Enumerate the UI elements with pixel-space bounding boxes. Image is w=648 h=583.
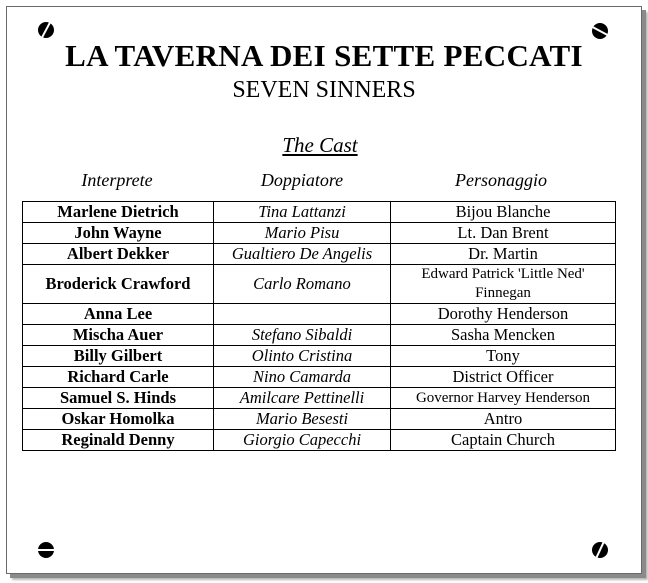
screw-icon xyxy=(38,542,54,558)
table-row xyxy=(23,304,616,325)
table-row xyxy=(23,346,616,367)
dubber-cell: Tina Lattanzi xyxy=(214,202,391,223)
role-cell: Sasha Mencken xyxy=(391,325,616,346)
dubber-cell: Mario Pisu xyxy=(214,223,391,244)
page-subtitle: SEVEN SINNERS xyxy=(232,77,416,103)
actor-cell: Albert Dekker xyxy=(23,244,214,265)
page-title: LA TAVERNA DEI SETTE PECCATI xyxy=(65,38,583,73)
role-cell: District Officer xyxy=(391,367,616,388)
cast-heading: The Cast xyxy=(282,133,358,157)
role-cell: Edward Patrick 'Little Ned' Finnegan xyxy=(391,265,616,304)
dubber-cell: Mario Besesti xyxy=(214,409,391,430)
role-cell: Lt. Dan Brent xyxy=(391,223,616,244)
actor-cell: Mischa Auer xyxy=(23,325,214,346)
actor-cell: Anna Lee xyxy=(23,304,214,325)
table-row xyxy=(23,367,616,388)
screw-icon xyxy=(592,23,608,39)
role-cell: Captain Church xyxy=(391,430,616,451)
role-cell: Dorothy Henderson xyxy=(391,304,616,325)
table-row xyxy=(23,202,616,223)
dubber-cell: Gualtiero De Angelis xyxy=(214,244,391,265)
table-row xyxy=(23,325,616,346)
table-row xyxy=(23,388,616,409)
table-row xyxy=(23,265,616,304)
cast-plaque xyxy=(6,6,642,574)
role-cell: Tony xyxy=(391,346,616,367)
role-cell: Bijou Blanche xyxy=(391,202,616,223)
table-row xyxy=(23,244,616,265)
actor-cell: Oskar Homolka xyxy=(23,409,214,430)
role-cell: Antro xyxy=(391,409,616,430)
actor-cell: John Wayne xyxy=(23,223,214,244)
column-header-doppiatore: Doppiatore xyxy=(260,170,344,190)
dubber-cell: Giorgio Capecchi xyxy=(214,430,391,451)
table-row xyxy=(23,430,616,451)
column-header-personaggio: Personaggio xyxy=(455,170,547,190)
actor-cell: Broderick Crawford xyxy=(23,265,214,304)
dubber-cell: Stefano Sibaldi xyxy=(214,325,391,346)
actor-cell: Billy Gilbert xyxy=(23,346,214,367)
actor-cell: Samuel S. Hinds xyxy=(23,388,214,409)
role-cell: Governor Harvey Henderson xyxy=(391,388,616,409)
cast-table xyxy=(22,201,616,451)
dubber-cell xyxy=(214,304,391,325)
dubber-cell: Nino Camarda xyxy=(214,367,391,388)
actor-cell: Richard Carle xyxy=(23,367,214,388)
role-cell: Dr. Martin xyxy=(391,244,616,265)
actor-cell: Marlene Dietrich xyxy=(23,202,214,223)
dubber-cell: Amilcare Pettinelli xyxy=(214,388,391,409)
screw-icon xyxy=(592,542,608,558)
dubber-cell: Carlo Romano xyxy=(214,265,391,304)
table-row xyxy=(23,223,616,244)
table-row xyxy=(23,409,616,430)
column-header-interprete: Interprete xyxy=(81,170,153,190)
screw-icon xyxy=(38,22,54,38)
actor-cell: Reginald Denny xyxy=(23,430,214,451)
dubber-cell: Olinto Cristina xyxy=(214,346,391,367)
